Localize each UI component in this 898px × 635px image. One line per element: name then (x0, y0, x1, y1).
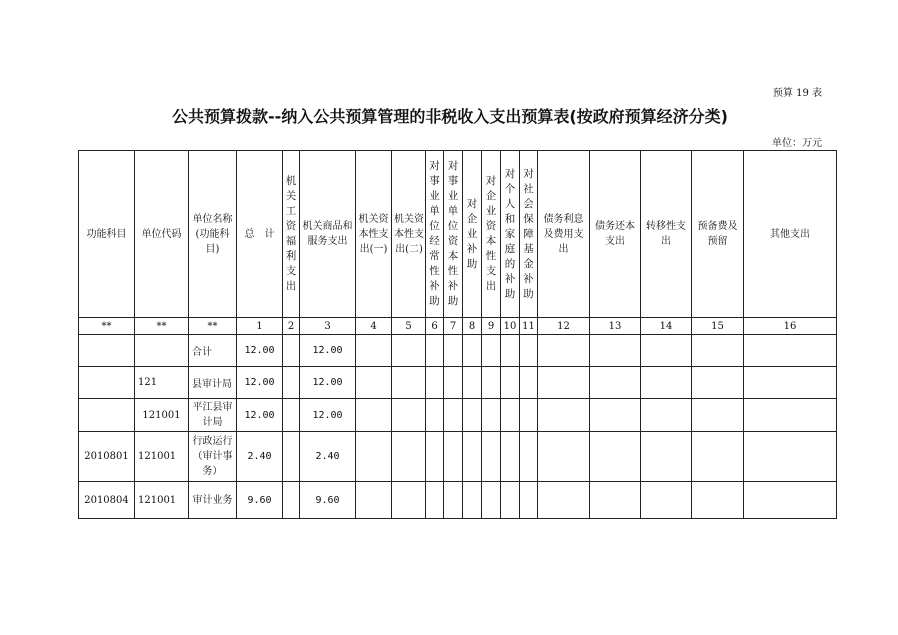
cell-empty (283, 482, 300, 519)
index-cell: 5 (392, 318, 426, 335)
index-cell: 16 (744, 318, 837, 335)
cell-goods-services: 9.60 (300, 482, 356, 519)
cell-empty (444, 432, 463, 482)
index-cell: 2 (283, 318, 300, 335)
cell-empty (590, 432, 641, 482)
cell-empty (501, 367, 520, 399)
index-cell: 7 (444, 318, 463, 335)
cell-unit-code: 121 (135, 367, 189, 399)
cell-empty (426, 367, 444, 399)
cell-empty (426, 482, 444, 519)
cell-unit-code: 121001 (135, 432, 189, 482)
cell-total: 12.00 (237, 399, 283, 432)
cell-empty (641, 432, 692, 482)
cell-empty (444, 482, 463, 519)
col-header-transfer: 转移性支出 (641, 151, 692, 318)
cell-empty (444, 399, 463, 432)
cell-empty (501, 432, 520, 482)
cell-empty (692, 482, 744, 519)
cell-goods-services: 12.00 (300, 399, 356, 432)
cell-empty (463, 399, 482, 432)
cell-empty (356, 367, 392, 399)
index-cell: 9 (482, 318, 501, 335)
col-header-unit-code: 单位代码 (135, 151, 189, 318)
cell-empty (641, 367, 692, 399)
header-row (79, 151, 837, 318)
cell-total: 2.40 (237, 432, 283, 482)
cell-empty (283, 399, 300, 432)
cell-unit-name: 行政运行（审计事务） (189, 432, 237, 482)
cell-empty (520, 432, 538, 482)
col-header-household-subsidy: 对个人和家庭的补助 (501, 151, 520, 318)
cell-empty (283, 335, 300, 367)
cell-empty (641, 399, 692, 432)
cell-empty (744, 482, 837, 519)
col-header-inst-capital: 对事业单位资本性补助 (444, 151, 463, 318)
cell-empty (520, 399, 538, 432)
table-row-audit-business (79, 482, 837, 519)
cell-empty (356, 399, 392, 432)
cell-empty (463, 432, 482, 482)
page-title: 公共预算拨款--纳入公共预算管理的非税收入支出预算表(按政府预算经济分类) (172, 107, 728, 126)
cell-empty (692, 367, 744, 399)
col-header-inst-recurrent: 对事业单位经常性补助 (426, 151, 444, 318)
index-cell: 10 (501, 318, 520, 335)
cell-empty (482, 399, 501, 432)
cell-empty (501, 335, 520, 367)
cell-empty (444, 367, 463, 399)
cell-function-subject (79, 399, 135, 432)
cell-empty (356, 482, 392, 519)
cell-empty (520, 335, 538, 367)
cell-empty (538, 432, 590, 482)
index-cell: 1 (237, 318, 283, 335)
cell-empty (590, 482, 641, 519)
cell-empty (744, 432, 837, 482)
index-cell: 8 (463, 318, 482, 335)
unit-label: 单位：万元 (772, 138, 822, 149)
cell-unit-name: 平江县审计局 (189, 399, 237, 432)
index-cell: 3 (300, 318, 356, 335)
col-header-goods-services: 机关商品和服务支出 (300, 151, 356, 318)
cell-empty (482, 335, 501, 367)
cell-empty (641, 482, 692, 519)
col-header-reserve: 预备费及预留 (692, 151, 744, 318)
cell-empty (426, 399, 444, 432)
cell-unit-name: 县审计局 (189, 367, 237, 399)
cell-empty (482, 482, 501, 519)
cell-empty (463, 367, 482, 399)
col-header-unit-name: 单位名称(功能科目) (189, 151, 237, 318)
index-cell: 12 (538, 318, 590, 335)
cell-empty (538, 399, 590, 432)
cell-empty (744, 335, 837, 367)
cell-empty (692, 399, 744, 432)
cell-unit-code (135, 335, 189, 367)
col-header-capital-1: 机关资本性支出(一) (356, 151, 392, 318)
cell-empty (283, 367, 300, 399)
table-row-unit (79, 399, 837, 432)
col-header-staff-welfare: 机关工资福利支出 (283, 151, 300, 318)
cell-empty (426, 432, 444, 482)
cell-empty (482, 367, 501, 399)
col-header-debt-interest: 债务利息及费用支出 (538, 151, 590, 318)
cell-empty (356, 432, 392, 482)
cell-unit-code: 121001 (135, 399, 189, 432)
cell-function-subject: 2010804 (79, 482, 135, 519)
cell-total: 9.60 (237, 482, 283, 519)
cell-goods-services: 12.00 (300, 335, 356, 367)
cell-empty (501, 399, 520, 432)
cell-empty (356, 335, 392, 367)
cell-empty (463, 335, 482, 367)
cell-empty (641, 335, 692, 367)
cell-empty (463, 482, 482, 519)
cell-empty (590, 367, 641, 399)
cell-empty (392, 399, 426, 432)
col-header-debt-principal: 债务还本支出 (590, 151, 641, 318)
cell-empty (692, 432, 744, 482)
cell-empty (426, 335, 444, 367)
cell-empty (538, 367, 590, 399)
index-cell: ** (189, 318, 237, 335)
cell-empty (692, 335, 744, 367)
cell-unit-name: 审计业务 (189, 482, 237, 519)
col-header-other: 其他支出 (744, 151, 837, 318)
cell-unit-code: 121001 (135, 482, 189, 519)
index-cell: 6 (426, 318, 444, 335)
col-header-total: 总 计 (237, 151, 283, 318)
index-cell: 4 (356, 318, 392, 335)
cell-empty (392, 432, 426, 482)
index-cell: 11 (520, 318, 538, 335)
index-cell: 13 (590, 318, 641, 335)
index-cell: 14 (641, 318, 692, 335)
cell-empty (501, 482, 520, 519)
form-number: 预算 19 表 (772, 88, 822, 99)
cell-function-subject: 2010801 (79, 432, 135, 482)
index-cell: ** (79, 318, 135, 335)
cell-empty (444, 335, 463, 367)
cell-empty (538, 335, 590, 367)
index-cell: ** (135, 318, 189, 335)
cell-goods-services: 2.40 (300, 432, 356, 482)
cell-empty (744, 399, 837, 432)
table-row-total (79, 335, 837, 367)
cell-empty (744, 367, 837, 399)
cell-unit-name: 合计 (189, 335, 237, 367)
index-row (79, 318, 837, 335)
cell-total: 12.00 (237, 335, 283, 367)
table-row-admin-operation (79, 432, 837, 482)
cell-empty (482, 432, 501, 482)
cell-empty (392, 482, 426, 519)
table-row-bureau (79, 367, 837, 399)
cell-total: 12.00 (237, 367, 283, 399)
cell-goods-services: 12.00 (300, 367, 356, 399)
cell-empty (392, 335, 426, 367)
cell-empty (283, 432, 300, 482)
cell-empty (590, 399, 641, 432)
cell-function-subject (79, 335, 135, 367)
col-header-social-security: 对社会保障基金补助 (520, 151, 538, 318)
cell-function-subject (79, 367, 135, 399)
col-header-capital-2: 机关资本性支出(二) (392, 151, 426, 318)
index-cell: 15 (692, 318, 744, 335)
cell-empty (520, 482, 538, 519)
col-header-enterprise-subsidy: 对企业补助 (463, 151, 482, 318)
budget-table (78, 150, 837, 519)
cell-empty (392, 367, 426, 399)
col-header-function-subject: 功能科目 (79, 151, 135, 318)
col-header-enterprise-capital: 对企业资本性支出 (482, 151, 501, 318)
cell-empty (590, 335, 641, 367)
cell-empty (520, 367, 538, 399)
cell-empty (538, 482, 590, 519)
